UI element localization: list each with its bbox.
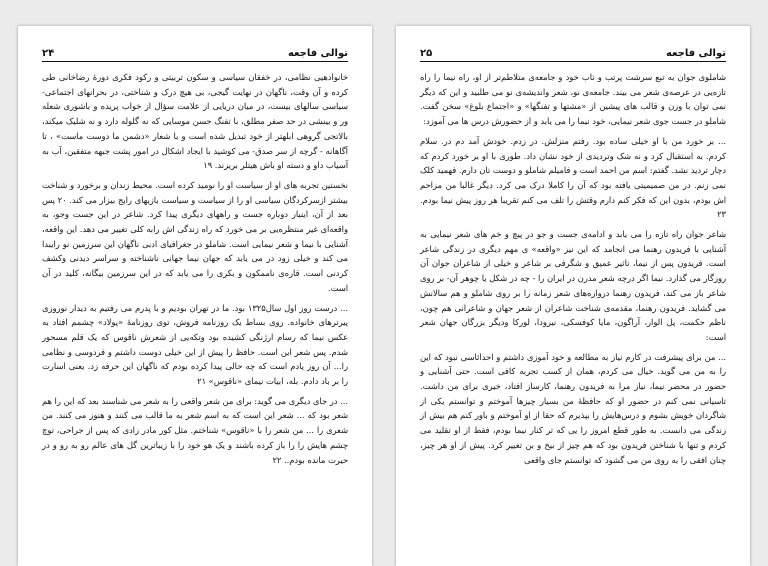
quoted-paragraph: ... من برای پیشرفت در کارم نیاز به مطالعه و خود آموزی داشتم و احداثاسی نبود که این را به من می گوید. خیال می کردم، همان از کسب تجربه کافی است. حتی آشنایی و حضور در محضر نیما، نیاز مرا به فریدون رهنما، کارساز افتاد، خیری برای من داشت. تاسیانی نمی کنم در حضور او که حافظهٔ من بسیار چیزها آموختم و توانستم یکی از شاگردان خویش بشوم و درس‌هایش را بپذیرم که حقا از او آموختم و باور کنم هم بیش از زندگی می دانست. به طور قطع امروز را یی که تر کنار نیما بودم، فقط از او تقلید می کردم و تنها با شناختن فریدون بود که هم چیز از بیخ و بن تغییر کرد. پیش از او هر چیز، چنان افقی را به روی من می گشود که توانستم جای واقعی (420, 351, 726, 465)
right-page (396, 26, 750, 566)
paragraph: خانوادهیی نظامی، در خفقان سیاسی و سکون تربیتی و رکود فکری دورهٔ رضاخانی طی کرده و آن وقت، ناگهان در نهایت گیجی، بی هیچ درک و شناختی، در بحرانهای اجتماعی- سیاسی سالهای بیست، در میان دریایی از علامت سؤال از خواب پریده و باشوری شعله ور و بینشی در حد صفر مطلق، با تفنگ حسن موسایی که نه گلوله دارد و نه شلیک میکند، بالاتجی گروهی ابلهتر از خود تبدیل شده است و با شعار «دشمن ما دوست ماست» ، تا آگاهانه - گرچه از سر صدق- می کوشید با ایجاد اشکال در امور پشت جبهه متفقین، آب به آسیاب داو و دسته او باش هیتلر بریزند. ۱۹ (42, 72, 348, 171)
left-page (18, 26, 372, 566)
paragraph: نخستین تجربه های او از سیاست او را نومید کرده است. محیط زندان و برخورد و شناخت بیشتر ازسرکردگان سیاسی او را از سیاست و سیاست بازیهای رایج بیزار می کند. ۲۰ پس بعد از آن، اینبار دوباره جست و راههای دیگری پیدا کرد. شاعر در این جست وجو، به واقعه‌ای غیر منتظره‌یی بر می خورد که راه زندگی اش رابه کلی تغییر می دهد. این واقعه، آشنایی با نیما و شعر نیمایی است. شاملو در جغرافیای ادبی ناگهان این سرزمین نو رایبدا می کند و خیلی زود در می یابد که جهان نیما جهانی ناشناخته و سراسر دیدنی وکشف کردنی است. قاره‌ی ناممکون و بکری را می یابد که در این سرزمین بیگانه، کلید در آن است. (42, 179, 348, 293)
page-body (42, 70, 348, 554)
quoted-paragraph: ... در جای دیگری می گوید: برای من شعر واقعی را به شعر می شناسند بعد که این را هم شعر بود که ... شعر این است که به اسم شعر به ما قالب می کنند و هنوز می کنند. من شعری را ... من شعر را با «ناقوس» شناختم. مثل کور مادر زادی که پس از جراحی، توچ چشم هایش را را باز کرده باشند و یک هو خود را با زیباترین گل های عالم رو به رو و در حیرت مانده بودم.. ۲۲ (42, 395, 348, 465)
running-title: توالی فاجعه (665, 48, 726, 59)
page-header (42, 45, 348, 62)
paragraph: شاعر جوان راه تازه را می یابد و ادامه‌ی جست و جو در پیچ و خم های شعر نیمایی به آشنایی با فریدون رهنما می انجامد که این نیز «واقعه» ی مهم دیگری در زندگی شاعر است. فریدون پس از نیما، تاثیر عمیق و شگرفی بر شاعر و خیلی از شاعران جوان آن روزگار می گذارد. نیما اگر درچه شعر مدرن در ایران را - چه در شکل یا چوهر آن- بر روی شاعر باز می کند، فریدون رهنما دروازه‌های شعر زمانه را بر روی شاملو و هم سالانش می گشاید. فریدون رهنما، مقدمه‌ی شناخت شاعران از شعر جهان و شاعرانی هم چون، ناظم حکمت، پل الوار، آراگون، مایا کوفسکی، نیرودا، لورکا ودیگر بزرگان جهان شعر است: (420, 229, 726, 342)
quoted-paragraph: ... درست روز اول سال۱۳۲۵ بود. ما در تهران بودیم و با پدرم می رفتیم به دیدار نوروزی پیرترهای خانواده. روی بساط یک روزنامه فروش، توی روزنامهٔ «پولاد» چشمم افتاد به عکس نیما که رسام ارژنگی کشیده بود وتکه‌یی از شعرش ناقوس که یک قلم مسحور شدم. پس شعر این است. حافظ را پیش از این خیلی دوست داشتم و فردوسی و نظامی را... آن روز یادم است که چه حالی پیدا کرده بودم که ناگهان این حرفه زد. یعنی اسارت را بر باد دادم. بله، ابیات نیمای «ناقوس» ۲۱ (42, 302, 348, 387)
page-header (420, 45, 726, 62)
page-number: ۲۴ (42, 48, 55, 59)
page-number: ۲۵ (420, 48, 433, 59)
paragraph: شاملوی جوان به تبع سرشت پرتب و تاب خود و جامعه‌ی متلاطم‌تر از او، راه نیما را راه تازه‌یی در عرصه‌ی شعر می بیند. جامعه‌ی نو، شعر واندیشه‌ی نو می طلبید و این که دیگر نمی توان با وزن و قالب های پیشین از «مشتها و تفنگها» و «اجتماع بلوغ» سخن گفت. شاملو در جست جوی شعر نیمایی، خود نیما را می یابد و از حضورش درس ها می آموزد: (420, 72, 726, 127)
page-body (420, 70, 726, 554)
running-title: توالی فاجعه (287, 48, 348, 59)
quoted-paragraph: ... بر خورد من با او خیلی ساده بود. رفتم منزلش. در زدم. خودش آمد دم در. سلام کردم. به استقبال کرد و نه شک وتردیدی از خود نشان داد. طوری با او بر خورد کردم که دچار تردید نشد. گفتم: اسم من احمد است و فامیلم شاملو و دوست تان دارم. فهمید کلک نمی زنم. در من صمیمیتی یافته بود که آن را کاملا درک می کرد. دیگر غالبا من مزاحم اش بودم، بدون این که فکر کنم دارم وقتش را تلف می کنم تقریبا هر روز پیش نیما بودم. ۲۳ (420, 135, 726, 220)
